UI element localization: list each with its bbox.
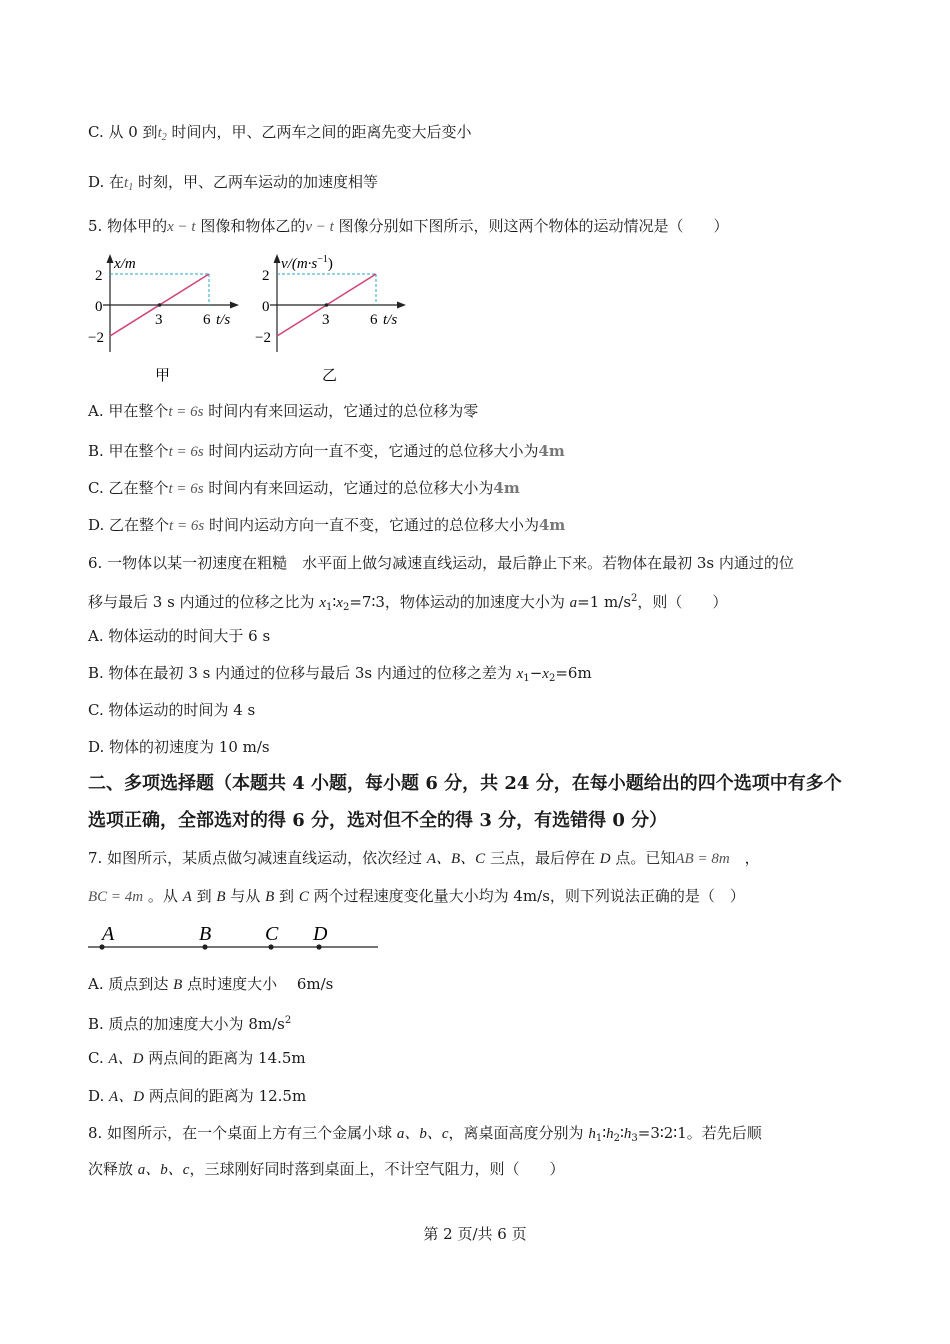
yi-xtick-end: 6 [370, 312, 378, 328]
q7-stem-line1: 7. 如图所示，某质点做匀减速直线运动，依次经过 A、B、C 三点，最后停在 D 点。已知AB = 8m ， [88, 849, 760, 867]
label-b: B [199, 923, 212, 945]
q4-option-c: C. 从 0 到$t_2$ 时间内，甲、乙两车之间的距离先变大后变小 [88, 123, 472, 143]
q5-option-a: A. 甲在整个t = 6s 时间内有来回运动，它通过的总位移为零 [88, 402, 479, 420]
q8-stem-line1: 8. 如图所示，在一个桌面上方有三个金属小球 a、b、c，离桌面高度分别为 $h_1∶h_2∶h_3=3∶2∶1$。若先后顺 [88, 1124, 762, 1144]
jia-origin: 0 [95, 299, 103, 315]
label-d: D [313, 923, 328, 945]
section2-heading-line1: 二、多项选择题（本题共 4 小题，每小题 6 分，共 24 分，在每小题给出的四个选项中有多个 [88, 773, 842, 794]
yi-ytick-top: 2 [262, 268, 270, 284]
q7-option-a: A. 质点到达 B 点时速度大小 6m/s [88, 975, 334, 993]
q6-option-c: C. 物体运动的时间为 4 s [88, 701, 256, 719]
q4-option-d: D. 在$t_1$ 时刻，甲、乙两车运动的加速度相等 [88, 173, 378, 193]
q6-option-d: D. 物体的初速度为 10 m/s [88, 738, 270, 756]
yi-ytick-bottom: −2 [255, 330, 271, 346]
q7-stem-line2: BC = 4m 。从 A 到 B 与从 B 到 C 两个过程速度变化量大小均为 4m/s，则下列说法正确的是（ ） [88, 887, 745, 905]
q6-stem-line1: 6. 一物体以某一初速度在粗糙 水平面上做匀减速直线运动，最后静止下来。若物体在最初 3s 内通过的位 [88, 554, 794, 572]
q8-stem-line2: 次释放 a、b、c，三球刚好同时落到桌面上，不计空气阻力，则（ ） [88, 1160, 565, 1178]
q6-stem-line2: 移与最后 3 s 内通过的位移之比为 $x_1∶x_2=7∶3$，物体运动的加速度大小为 a=1 $m/s^2$，则（ ） [88, 593, 728, 613]
q7-option-b: B. 质点的加速度大小为 $8m/s^2$ [88, 1015, 292, 1033]
q7-option-c: C. A、D 两点间的距离为 14.5m [88, 1049, 306, 1067]
q5-stem: 5. 物体甲的x − t 图像和物体乙的v − t 图像分别如下图所示，则这两个物体的运动情况是（ ） [88, 217, 729, 235]
jia-caption: 甲 [155, 368, 171, 384]
yi-origin: 0 [262, 299, 270, 315]
jia-ytick-bottom: −2 [88, 330, 104, 346]
yi-xlabel: t/s [383, 312, 398, 328]
yi-ylabel: $v/(m\cdot s^{-1})$ [281, 254, 333, 272]
q5-option-b: B. 甲在整个t = 6s 时间内运动方向一直不变，它通过的总位移大小为4m [88, 442, 565, 460]
point-d [316, 944, 321, 949]
point-c [268, 944, 273, 949]
label-c: C [265, 923, 279, 945]
point-b [202, 944, 207, 949]
q7-figure-line [85, 918, 385, 958]
jia-xlabel: t/s [216, 312, 231, 328]
jia-xtick-end: 6 [203, 312, 211, 328]
page-footer: 第 2 页/共 6 页 [423, 1225, 527, 1243]
q5-graph-yi [252, 250, 422, 385]
jia-ylabel: x/m [114, 256, 136, 272]
q6-option-a: A. 物体运动的时间大于 6 s [88, 627, 271, 645]
q5-graph-jia [85, 250, 245, 385]
jia-ytick-top: 2 [95, 268, 103, 284]
jia-xtick-mid: 3 [155, 312, 163, 328]
point-a [99, 944, 104, 949]
q5-option-d: D. 乙在整个t = 6s 时间内运动方向一直不变，它通过的总位移大小为4m [88, 516, 566, 534]
q7-option-d: D. A、D 两点间的距离为 12.5m [88, 1087, 307, 1105]
yi-caption: 乙 [322, 368, 338, 384]
section2-heading-line2: 选项正确，全部选对的得 6 分，选对但不全的得 3 分，有选错得 0 分） [88, 810, 668, 831]
label-a: A [102, 923, 115, 945]
yi-xtick-mid: 3 [322, 312, 330, 328]
q6-option-b: B. 物体在最初 3 s 内通过的位移与最后 3s 内通过的位移之差为 $x_1-x_2=6m$ [88, 664, 592, 684]
q5-option-c: C. 乙在整个t = 6s 时间内有来回运动，它通过的总位移大小为4m [88, 479, 520, 497]
